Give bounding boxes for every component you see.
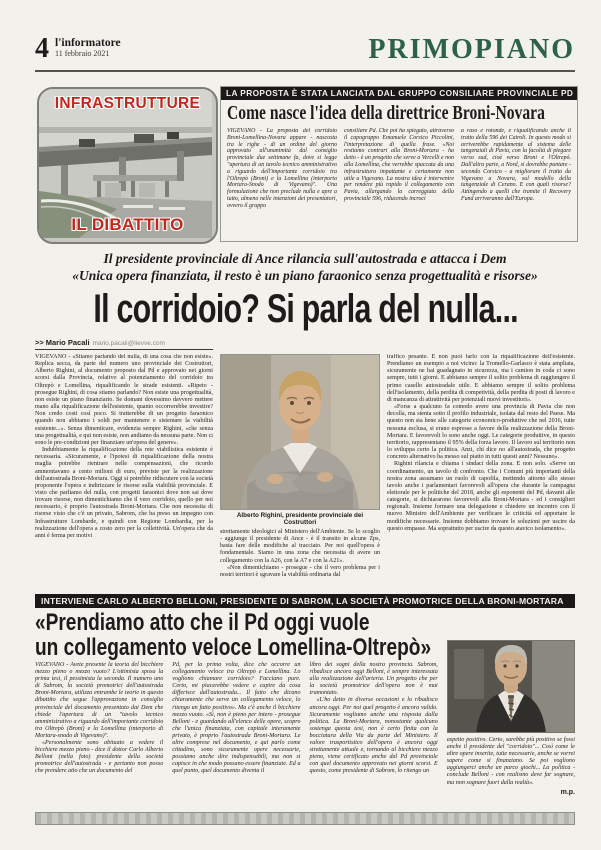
main-article-columns [35, 354, 575, 592]
header-rule [35, 70, 575, 72]
paragraph: strettamente ideologici al Ministero dell'Ambiente. Se lo scoglio - aggiunge il presidente di Ance - è il transito in alcune Zps, basta fare delle modifiche al tracciato. Per noi quell'opera è fondamentale. Siamo in una zona che necessita di avere un collegamento con la A26, con la A7 e con la A21». [220, 529, 380, 564]
top-article-columns [221, 128, 577, 234]
top-article-column-2: consiliare Pd. Che poi ha spiegato, attraverso il capogruppo Emanuele Corsico Piccolini, l'interpretazione di quella frase. «Noi restiamo contrari alla Broni-Mortara - ha detto - è un progetto che serve a Vercelli e non alla Lomellina, che verrebbe spaccata da una infrastruttura impattante e certamente non utile a Vigevano. La nostra idea è intervenire per rendere più rapido il collegamento con Pavia, allargando la carreggiata della provinciale 596, riducendo incroci [344, 128, 454, 202]
paragraph: VIGEVANO - «Stiamo parlando del nulla, di una cosa che non esiste». Replica secca, da parte del numero uno provinciale dei Costruttori, Alberto Righini, al documento proposto dal Pd e approvato nei giorni scorsi dalla Provincia, relativo al potenziamento del corridoio tra Oltrepò e Lomellina, riqualificando le strade esistenti. «Ripeto - prosegue Righini, di cosa stiamo parlando? Non esiste una progettualità, non esiste un piano finanziario. Se domani dovessimo davvero mettere mano alla riqualificazione dell'esistente, quanto occorrerebbe investire? Non credo costi così poco. Si tratterebbe di un progetto faraonico quando non abbiamo i soldi per mantenere e sistemare la viabilità esistente...». Senza dimenticare, evidenzia sempre Righini, «che senza una progettualità, e qui non esiste, non andiamo da nessuna parte. Non ci sono le pre-condizioni per finanziare un'opera del genere». [35, 354, 213, 446]
paragraph: «Forse a qualcuno fa comodo avere una provincia di Pavia che non decolla, ma stenta sotto il profilo industriale, isolata dal resto del Paese. Ma questo non sta bene alle categorie economico-produttive che nel 2016, tutte nessuna esclusa, si erano espresse a favore della realizzazione della Broni-Mortara. E favorevoli lo sono anche oggi. Le categorie produttive, in questo territorio, rappresentano il 95% della forza lavoro. Il lavoro sul territorio non lo sviluppa certo la politica. Anzi, chi dice no all'autostrada, che progetto concreto alternativo ha messo sul piatto in tutti questi anni? Nessuno». [387, 404, 575, 461]
section-title: PRIMOPIANO [368, 34, 575, 65]
main-article-deck [35, 250, 575, 284]
byline-name: Mario Pacali [45, 338, 90, 347]
masthead: l'informatore [55, 37, 121, 49]
paragraph: «Personalmente sono abituato a vedere il bicchiere mezzo pieno - dice il dottor Carlo Alberto Belloni (nella foto) presidente della società promotrice dell'autostrada - e pertanto non posso che prendere atto che un documento del [35, 740, 164, 775]
top-article-column-3: a raso e rotonde, e riqualificando anche il tratto della 596 dei Cairoli. In questo modo si arriverebbe rapidamente al sistema delle tangenziali di Pavia, con la facoltà di piegare verso sud, cioè verso Broni e l'Oltrepò. Dall'altra parte, a Nord, si dovrebbe puntare - secondo Corsico - a migliorare il tratto da Vigevano a Novara, sul modello della tangenziale di Cerano. E con quali risorse? Attingendo a quelli che tramite il Recovery Fund arriveranno dall'Europa. [461, 128, 571, 202]
righini-photo-caption: Alberto Righini, presidente provinciale dei Costruttori [236, 512, 364, 526]
paragraph: Indubbiamente la riqualificazione della rete viabilistica esistente è necessaria. «Sicuramente, e l'ipotesi di riqualificazione della nostra maglia potrebbe rientrare nelle compensazioni, che ricordo ammontavano a cento milioni di euro, previste per la realizzazione dell'autostrada Broni-Mortara. Oggi si potrebbe ridiscutere con la società proponente l'opera e indirizzare le risorse sulla viabilità provinciale. E visto che parliamo del nulla, con progetti faraonici dove non sai dove trovare risorse, non dimentichiamo che il vero corridoio, quello per noi necessario, è proprio l'autostrada Broni-Mortara. Che non necessita di risorse visto che c'è un privato, Sabrom, che ha preso un impegno con Infrastrutture Lombarde, e quindi con Regione Lombardia, per la realizzazione dell'opera a costo zero per la collettività. Un'opera che da anni è ferma per motivi [35, 447, 213, 539]
main-headline-wrap [28, 287, 573, 331]
top-article-column-1: VIGEVANO - La proposta del corridoio Broni-Lomellina-Novara appare - nascosta tra le righe - di un ordine del giorno approvato all'unanimità dal consiglio provinciale due settimane fa, dove si legge "apertura di un tavolo tecnico amministrativo a riguardo dell'importante corridoio tra l'Oltrepò (Broni) e la Lomellina (interporto Mortara-Snodo di Vigevano)". Una formulazione che non preclude nulla e apre a tutto, almeno nelle intenzioni dei presentatori, ovvero il gruppo [227, 128, 337, 209]
paragraph: traffico pesante. E non puoi farlo con la riqualificazione dell'esistente. Prendiamo un esempio a noi vicino: la Tromello-Garlasco è stata ampliata, sicuramente ne hai guadagnato in sicurezza, ma i camion in coda ci sono sempre, tutti i giorni. E abbiamo sempre il solito problema di raggiungere il primo casello autostradale utile. E abbiamo sempre il solito problema dell'isolamento, della perdita di competività, della perdita di posti di lavoro e di mancanza di attrattività per potenziali nuovi investitori». [387, 354, 575, 403]
bottom-headline-line-1: «Prendiamo atto che il Pd oggi vuole [35, 609, 370, 636]
paragraph: «L'ho detto in diverse occasioni e lo ribadisco ancora oggi. Per noi quel progetto è ancora valido. Sicuramente vogliamo anche una risposta dalla politica. La Broni-Mortara, nonostante qualcuno sostenga questa tesi, non è certo finita con la bocciatura della Via da parte del Ministero. Il valore trasportistico dell'opera è ancora oggi strettamente attuale e, tornando al bicchiere mezzo pieno, viene certificato anche dal Pd provinciale con quel documento approvato nei giorni scorsi. E questo, come presidente di Sabrom, lo ritengo un [309, 697, 438, 775]
main-column-left [35, 354, 213, 592]
byline-email: mario.pacali@lievve.com [92, 340, 165, 347]
bottom-column-2 [172, 662, 300, 814]
issue-date: 11 febbraio 2021 [55, 49, 110, 58]
top-article-headline: Come nasce l'idea della direttrice Broni-Novara [227, 102, 545, 124]
page-number: 4 [35, 33, 49, 64]
deck-line-1: Il presidente provinciale di Ance rilancia sull'autostrada e attacca i Dem [103, 251, 507, 266]
bottom-column-4 [447, 662, 575, 814]
belloni-photo [448, 641, 574, 733]
deck-line-2: «Unica opera finanziata, il resto è un piano faraonico senza progettualità e risorse» [72, 268, 538, 283]
main-article-headline: Il corridoio? Si parla del nulla... [93, 287, 518, 331]
page-header [35, 34, 575, 70]
bottom-headline-line-2: un collegamento veloce Lomellina-Oltrepò» [35, 634, 432, 661]
top-article-headline-wrap [227, 102, 571, 125]
paragraph: VIGEVANO - Avete presente la teoria del bicchiere mezzo pieno o mezzo vuoto? L'ottimista sposa la prima tesi, il pessimista la seconda. Il numero uno di Sabrom, la società promotrici dell'autostrada Broni-Mortara, utilizza entrambe le teorie in questo dibattito che segue l'approvazione in consiglio provinciale del documento presentato dai Dem che chiede l'apertura di un "tavolo tecnico amministrativo a riguardo dell'importante corridoio tra Oltrepò (Broni) e la Lomellina (interporto di Mortara-snodo di Vigevano)". [35, 662, 164, 739]
main-column-right [387, 354, 575, 592]
badge-top-label: INFRASTRUTTURE [54, 95, 201, 112]
paragraph: Righini rilancia e chiama i sindaci della zona. E non solo. «Serve un coordinamento, un tavolo di confronto. Che i Comuni più importanti della nostra zona assumano un ruolo di capofila, mettendo attorno allo stesso tavolo anche i parlamentari favorevoli all'opera che durante la campagna elettorale per le politiche del 2018, anche gli esponenti del Pd, davanti alle categorie, si dichiararono favorevoli alla Broni-Mortara - ed i consiglieri regionali. Insieme formare una delegazione e chiedere un incontro con il nuovo Ministro dell'Ambiente per verificare le criticità ed apportare le modifiche necessarie. Insieme dobbiamo trovare le soluzioni per uscire da questo empasse. Ma soprattutto per uscire da questo atavico isolamento». [387, 461, 575, 532]
paragraph: libro dei sogni della nostra provincia. Sabrom, ribadisce ancora oggi Belloni, è sempre interessata alla realizzazione dell'arteria. Un progetto che per la società promotrice dell'opera non è mai tramontato. [309, 662, 438, 697]
top-article [220, 86, 578, 242]
righini-photo [221, 355, 379, 509]
badge-bottom-label: IL DIBATTITO [71, 215, 184, 234]
bottom-article-columns [35, 662, 575, 814]
paragraph: «Non dimentichiamo - prosegue - che il vero problema per i nostri territori è sgravare la viabilità ordinaria dal [220, 564, 380, 578]
bottom-texture-bar [35, 812, 575, 825]
bottom-article-headline [35, 610, 465, 660]
masthead-block [55, 34, 121, 58]
righini-photo-frame [220, 354, 380, 510]
author-initials: m.p. [560, 788, 575, 796]
paragraph: aspetto positivo. Certo, sarebbe più positivo se fossi anche il presidente del "corridoio"... Così come le altre opere inserite, tutte necessarie, anche se vorrei sapere come si finanziano. Se poi vogliono aggiungerci anche un parco giochi... La politica - conclude Belloni - con realismo deve far sognare, ma non sognare fuori dalla realtà». [446, 737, 575, 786]
bottom-column-1 [35, 662, 163, 814]
bottom-article-kicker: INTERVIENE CARLO ALBERTO BELLONI, PRESIDENTE DI SABROM, LA SOCIETÀ PROMOTRICE DELLA BRONI-MORTARA [35, 594, 575, 608]
topic-badge [37, 87, 218, 244]
main-column-middle [220, 354, 380, 592]
top-article-kicker: LA PROPOSTA È STATA LANCIATA DAL GRUPPO CONSILIARE PROVINCIALE PD [221, 87, 577, 100]
paragraph: Pd, per la prima volta, dice che occorre un collegamento veloce tra Oltrepò e Lomellina. Lo vogliono chiamare corridoio? Facciano pure. Certo, mi piacerebbe vedere e capire da cosa differisce dall'autostrada... Il fatto che dicano chiaramente che serve un collegamento veloce, lo ritengo un fatto positivo». Ma c'è anche il bicchiere mezzo vuoto. «Sì, non è pieno per intero - prosegue Belloni - e guardando all'elenco delle opere, scopro che l'unica finanziata, con capitale interamente privato, è proprio l'autostrada Broni-Mortara. Le altre comprese nel documento, e qui parlo come cittadino, sono sicuramente opere necessarie, possiamo anche dire indispensabili, ma non si capisce in che modo possano essere finanziate. Ed a quel punto, quel documento diventa il [172, 662, 301, 775]
bottom-column-3 [310, 662, 438, 814]
belloni-photo-frame [447, 640, 575, 733]
byline-chevrons: >> [35, 338, 44, 347]
byline [35, 338, 213, 350]
